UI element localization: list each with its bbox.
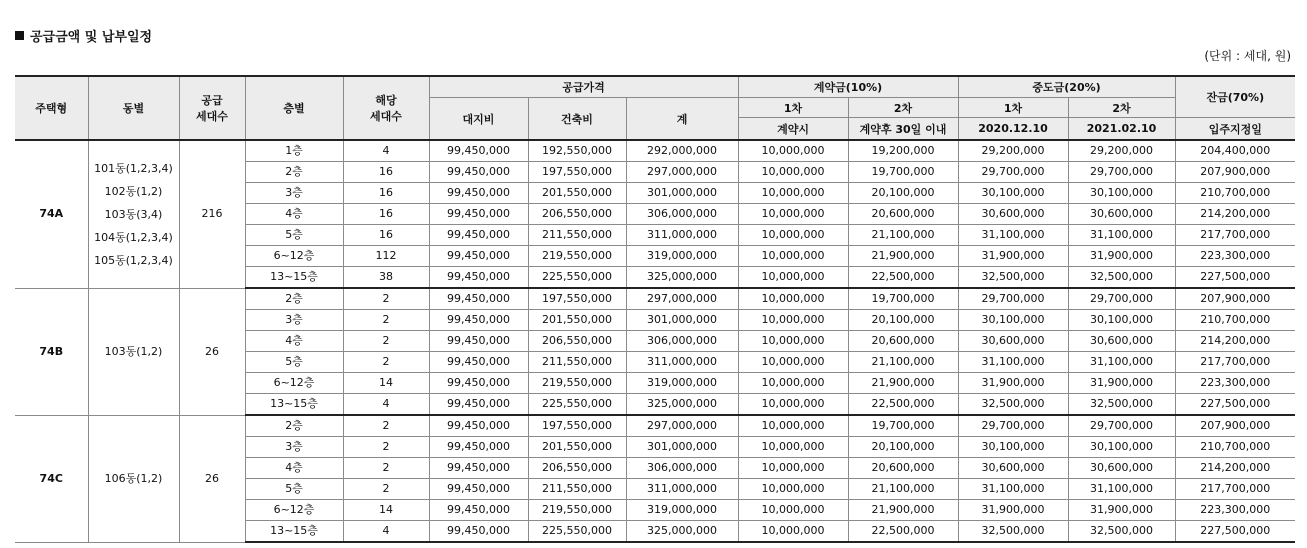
- header-type: 주택형: [15, 76, 88, 140]
- header-middle-first: 1차: [958, 98, 1068, 118]
- cell-deposit-1: 10,000,000: [738, 479, 848, 500]
- cell-building-price: 192,550,000: [528, 140, 626, 162]
- cell-deposit-1: 10,000,000: [738, 183, 848, 204]
- header-balance: 잔금(70%): [1175, 76, 1295, 118]
- cell-building-price: 197,550,000: [528, 415, 626, 437]
- cell-floor: 6~12층: [245, 373, 343, 394]
- cell-building-price: 197,550,000: [528, 162, 626, 183]
- header-middle-date-2: 2021.02.10: [1068, 118, 1175, 141]
- cell-land-price: 99,450,000: [429, 162, 528, 183]
- header-middle-second: 2차: [1068, 98, 1175, 118]
- cell-units: 16: [343, 204, 429, 225]
- cell-type: 74A: [15, 140, 88, 288]
- cell-land-price: 99,450,000: [429, 521, 528, 543]
- cell-building-price: 206,550,000: [528, 331, 626, 352]
- header-land: 대지비: [429, 98, 528, 141]
- cell-middle-1: 29,200,000: [958, 140, 1068, 162]
- cell-balance: 217,700,000: [1175, 352, 1295, 373]
- cell-dong: [88, 140, 179, 288]
- cell-land-price: 99,450,000: [429, 310, 528, 331]
- dong-label: 103동(3,4): [104, 207, 163, 221]
- cell-total-price: 306,000,000: [626, 204, 738, 225]
- table-row: [15, 415, 1295, 437]
- cell-deposit-1: 10,000,000: [738, 394, 848, 416]
- cell-floor: 1층: [245, 140, 343, 162]
- cell-building-price: 197,550,000: [528, 288, 626, 310]
- cell-deposit-2: 21,900,000: [848, 373, 958, 394]
- cell-units: 2: [343, 352, 429, 373]
- cell-units: 2: [343, 415, 429, 437]
- cell-balance: 210,700,000: [1175, 183, 1295, 204]
- cell-floor: 4층: [245, 458, 343, 479]
- header-deposit-first: 1차: [738, 98, 848, 118]
- cell-balance: 227,500,000: [1175, 394, 1295, 416]
- cell-middle-1: 32,500,000: [958, 267, 1068, 289]
- cell-units: 16: [343, 183, 429, 204]
- cell-total-price: 301,000,000: [626, 437, 738, 458]
- cell-units: 2: [343, 437, 429, 458]
- cell-land-price: 99,450,000: [429, 288, 528, 310]
- header-price: 공급가격: [429, 76, 738, 98]
- cell-floor: 13~15층: [245, 267, 343, 289]
- cell-units: 14: [343, 500, 429, 521]
- cell-floor: 6~12층: [245, 246, 343, 267]
- cell-deposit-1: 10,000,000: [738, 162, 848, 183]
- cell-deposit-2: 21,100,000: [848, 479, 958, 500]
- cell-middle-1: 29,700,000: [958, 415, 1068, 437]
- cell-type: 74B: [15, 288, 88, 415]
- price-schedule-table: [15, 75, 1295, 543]
- cell-floor: 5층: [245, 225, 343, 246]
- cell-total-price: 325,000,000: [626, 521, 738, 543]
- cell-middle-2: 31,900,000: [1068, 246, 1175, 267]
- cell-building-price: 211,550,000: [528, 479, 626, 500]
- cell-total-price: 297,000,000: [626, 415, 738, 437]
- cell-deposit-1: 10,000,000: [738, 140, 848, 162]
- cell-supply-units: 26: [179, 415, 245, 542]
- header-within-30-days: 계약후 30일 이내: [848, 118, 958, 141]
- cell-land-price: 99,450,000: [429, 225, 528, 246]
- cell-land-price: 99,450,000: [429, 352, 528, 373]
- cell-deposit-1: 10,000,000: [738, 458, 848, 479]
- cell-balance: 210,700,000: [1175, 310, 1295, 331]
- dong-label: 106동(1,2): [104, 472, 163, 485]
- cell-middle-2: 31,100,000: [1068, 479, 1175, 500]
- cell-balance: 223,300,000: [1175, 246, 1295, 267]
- cell-land-price: 99,450,000: [429, 140, 528, 162]
- cell-deposit-1: 10,000,000: [738, 415, 848, 437]
- cell-building-price: 219,550,000: [528, 246, 626, 267]
- cell-total-price: 297,000,000: [626, 288, 738, 310]
- cell-deposit-2: 22,500,000: [848, 267, 958, 289]
- cell-total-price: 292,000,000: [626, 140, 738, 162]
- cell-balance: 223,300,000: [1175, 500, 1295, 521]
- cell-deposit-1: 10,000,000: [738, 267, 848, 289]
- cell-units: 112: [343, 246, 429, 267]
- cell-middle-2: 32,500,000: [1068, 267, 1175, 289]
- header-units: 해당 세대수: [343, 76, 429, 140]
- cell-middle-1: 31,900,000: [958, 500, 1068, 521]
- section-title: [15, 26, 152, 45]
- cell-total-price: 297,000,000: [626, 162, 738, 183]
- header-deposit-second: 2차: [848, 98, 958, 118]
- cell-balance: 204,400,000: [1175, 140, 1295, 162]
- cell-units: 2: [343, 331, 429, 352]
- cell-land-price: 99,450,000: [429, 437, 528, 458]
- cell-deposit-1: 10,000,000: [738, 521, 848, 543]
- header-on-contract: 계약시: [738, 118, 848, 141]
- cell-deposit-2: 21,900,000: [848, 500, 958, 521]
- cell-deposit-1: 10,000,000: [738, 204, 848, 225]
- cell-middle-1: 31,100,000: [958, 225, 1068, 246]
- cell-deposit-2: 19,700,000: [848, 162, 958, 183]
- cell-floor: 5층: [245, 479, 343, 500]
- cell-units: 16: [343, 162, 429, 183]
- cell-land-price: 99,450,000: [429, 246, 528, 267]
- cell-middle-2: 32,500,000: [1068, 394, 1175, 416]
- cell-building-price: 201,550,000: [528, 437, 626, 458]
- cell-building-price: 201,550,000: [528, 183, 626, 204]
- cell-middle-2: 31,100,000: [1068, 352, 1175, 373]
- dong-label: 102동(1,2): [104, 184, 163, 198]
- cell-balance: 210,700,000: [1175, 437, 1295, 458]
- cell-deposit-2: 20,600,000: [848, 331, 958, 352]
- cell-deposit-2: 22,500,000: [848, 521, 958, 543]
- cell-units: 4: [343, 140, 429, 162]
- cell-middle-1: 32,500,000: [958, 521, 1068, 543]
- cell-deposit-1: 10,000,000: [738, 331, 848, 352]
- cell-middle-2: 30,100,000: [1068, 183, 1175, 204]
- dong-label: 101동(1,2,3,4): [94, 161, 173, 175]
- cell-middle-1: 30,100,000: [958, 310, 1068, 331]
- cell-deposit-2: 20,600,000: [848, 458, 958, 479]
- dong-label: 105동(1,2,3,4): [94, 253, 173, 267]
- cell-middle-2: 29,700,000: [1068, 415, 1175, 437]
- cell-total-price: 311,000,000: [626, 225, 738, 246]
- cell-total-price: 325,000,000: [626, 267, 738, 289]
- cell-middle-1: 29,700,000: [958, 288, 1068, 310]
- cell-units: 2: [343, 458, 429, 479]
- cell-building-price: 225,550,000: [528, 394, 626, 416]
- cell-units: 4: [343, 394, 429, 416]
- cell-units: 2: [343, 310, 429, 331]
- cell-deposit-2: 20,100,000: [848, 183, 958, 204]
- cell-land-price: 99,450,000: [429, 267, 528, 289]
- cell-land-price: 99,450,000: [429, 331, 528, 352]
- cell-balance: 227,500,000: [1175, 521, 1295, 543]
- cell-middle-1: 32,500,000: [958, 394, 1068, 416]
- cell-deposit-1: 10,000,000: [738, 288, 848, 310]
- cell-building-price: 206,550,000: [528, 458, 626, 479]
- cell-building-price: 219,550,000: [528, 500, 626, 521]
- table-row: [15, 140, 1295, 162]
- cell-building-price: 206,550,000: [528, 204, 626, 225]
- cell-floor: 2층: [245, 162, 343, 183]
- cell-middle-2: 29,700,000: [1068, 288, 1175, 310]
- cell-total-price: 311,000,000: [626, 352, 738, 373]
- table-header: [15, 76, 1295, 140]
- cell-deposit-2: 21,100,000: [848, 352, 958, 373]
- cell-land-price: 99,450,000: [429, 415, 528, 437]
- cell-deposit-1: 10,000,000: [738, 373, 848, 394]
- cell-middle-2: 32,500,000: [1068, 521, 1175, 543]
- cell-balance: 214,200,000: [1175, 331, 1295, 352]
- cell-units: 14: [343, 373, 429, 394]
- cell-total-price: 325,000,000: [626, 394, 738, 416]
- table-body: [15, 140, 1295, 542]
- cell-balance: 217,700,000: [1175, 225, 1295, 246]
- cell-units: 4: [343, 521, 429, 543]
- cell-floor: 3층: [245, 437, 343, 458]
- cell-floor: 2층: [245, 288, 343, 310]
- header-supply-units: 공급 세대수: [179, 76, 245, 140]
- cell-floor: 4층: [245, 331, 343, 352]
- cell-building-price: 225,550,000: [528, 267, 626, 289]
- cell-middle-2: 30,600,000: [1068, 204, 1175, 225]
- header-building: 건축비: [528, 98, 626, 141]
- cell-floor: 2층: [245, 415, 343, 437]
- cell-middle-2: 30,100,000: [1068, 437, 1175, 458]
- header-floor: 층별: [245, 76, 343, 140]
- cell-middle-2: 29,200,000: [1068, 140, 1175, 162]
- cell-balance: 214,200,000: [1175, 458, 1295, 479]
- header-move-in: 입주지정일: [1175, 118, 1295, 141]
- cell-units: 38: [343, 267, 429, 289]
- cell-middle-1: 30,600,000: [958, 331, 1068, 352]
- cell-middle-2: 31,900,000: [1068, 373, 1175, 394]
- cell-middle-1: 30,600,000: [958, 458, 1068, 479]
- cell-floor: 13~15층: [245, 521, 343, 543]
- cell-land-price: 99,450,000: [429, 479, 528, 500]
- cell-middle-1: 31,900,000: [958, 246, 1068, 267]
- cell-middle-1: 30,100,000: [958, 437, 1068, 458]
- cell-units: 2: [343, 288, 429, 310]
- cell-total-price: 319,000,000: [626, 246, 738, 267]
- header-total: 계: [626, 98, 738, 141]
- header-middle: 중도금(20%): [958, 76, 1175, 98]
- cell-deposit-2: 20,100,000: [848, 437, 958, 458]
- cell-total-price: 319,000,000: [626, 500, 738, 521]
- cell-deposit-2: 22,500,000: [848, 394, 958, 416]
- cell-middle-2: 31,900,000: [1068, 500, 1175, 521]
- cell-middle-2: 29,700,000: [1068, 162, 1175, 183]
- cell-building-price: 201,550,000: [528, 310, 626, 331]
- section-title-text: 공급금액 및 납부일정: [30, 30, 153, 45]
- cell-total-price: 306,000,000: [626, 331, 738, 352]
- cell-middle-1: 29,700,000: [958, 162, 1068, 183]
- cell-deposit-2: 19,700,000: [848, 288, 958, 310]
- cell-balance: 207,900,000: [1175, 415, 1295, 437]
- cell-land-price: 99,450,000: [429, 204, 528, 225]
- cell-balance: 217,700,000: [1175, 479, 1295, 500]
- cell-middle-1: 30,100,000: [958, 183, 1068, 204]
- cell-middle-1: 31,900,000: [958, 373, 1068, 394]
- cell-total-price: 311,000,000: [626, 479, 738, 500]
- cell-land-price: 99,450,000: [429, 500, 528, 521]
- cell-deposit-2: 21,900,000: [848, 246, 958, 267]
- cell-balance: 227,500,000: [1175, 267, 1295, 289]
- cell-middle-1: 31,100,000: [958, 352, 1068, 373]
- cell-supply-units: 216: [179, 140, 245, 288]
- cell-deposit-1: 10,000,000: [738, 500, 848, 521]
- cell-middle-2: 31,100,000: [1068, 225, 1175, 246]
- cell-middle-2: 30,600,000: [1068, 331, 1175, 352]
- cell-building-price: 219,550,000: [528, 373, 626, 394]
- cell-middle-2: 30,600,000: [1068, 458, 1175, 479]
- cell-balance: 214,200,000: [1175, 204, 1295, 225]
- cell-floor: 13~15층: [245, 394, 343, 416]
- cell-floor: 5층: [245, 352, 343, 373]
- cell-supply-units: 26: [179, 288, 245, 415]
- cell-deposit-1: 10,000,000: [738, 246, 848, 267]
- cell-land-price: 99,450,000: [429, 458, 528, 479]
- cell-balance: 207,900,000: [1175, 288, 1295, 310]
- header-middle-date-1: 2020.12.10: [958, 118, 1068, 141]
- cell-land-price: 99,450,000: [429, 394, 528, 416]
- cell-total-price: 301,000,000: [626, 183, 738, 204]
- cell-middle-1: 30,600,000: [958, 204, 1068, 225]
- cell-dong: [88, 415, 179, 542]
- header-deposit: 계약금(10%): [738, 76, 958, 98]
- cell-floor: 6~12층: [245, 500, 343, 521]
- cell-total-price: 319,000,000: [626, 373, 738, 394]
- cell-floor: 4층: [245, 204, 343, 225]
- dong-label: 104동(1,2,3,4): [94, 230, 173, 244]
- cell-dong: [88, 288, 179, 415]
- cell-deposit-2: 19,200,000: [848, 140, 958, 162]
- cell-land-price: 99,450,000: [429, 373, 528, 394]
- cell-units: 16: [343, 225, 429, 246]
- cell-deposit-2: 21,100,000: [848, 225, 958, 246]
- cell-land-price: 99,450,000: [429, 183, 528, 204]
- cell-deposit-2: 20,600,000: [848, 204, 958, 225]
- cell-type: 74C: [15, 415, 88, 542]
- cell-total-price: 301,000,000: [626, 310, 738, 331]
- table-row: [15, 288, 1295, 310]
- cell-deposit-1: 10,000,000: [738, 225, 848, 246]
- cell-units: 2: [343, 479, 429, 500]
- header-dong: 동별: [88, 76, 179, 140]
- cell-middle-2: 30,100,000: [1068, 310, 1175, 331]
- cell-balance: 207,900,000: [1175, 162, 1295, 183]
- cell-deposit-1: 10,000,000: [738, 310, 848, 331]
- cell-deposit-2: 19,700,000: [848, 415, 958, 437]
- cell-total-price: 306,000,000: [626, 458, 738, 479]
- cell-deposit-1: 10,000,000: [738, 352, 848, 373]
- cell-floor: 3층: [245, 183, 343, 204]
- unit-note: (단위 : 세대, 원): [1204, 49, 1291, 63]
- cell-deposit-2: 20,100,000: [848, 310, 958, 331]
- cell-building-price: 225,550,000: [528, 521, 626, 543]
- cell-middle-1: 31,100,000: [958, 479, 1068, 500]
- cell-building-price: 211,550,000: [528, 352, 626, 373]
- square-bullet-icon: [15, 31, 24, 40]
- cell-floor: 3층: [245, 310, 343, 331]
- cell-building-price: 211,550,000: [528, 225, 626, 246]
- dong-label: 103동(1,2): [104, 345, 163, 358]
- cell-deposit-1: 10,000,000: [738, 437, 848, 458]
- cell-balance: 223,300,000: [1175, 373, 1295, 394]
